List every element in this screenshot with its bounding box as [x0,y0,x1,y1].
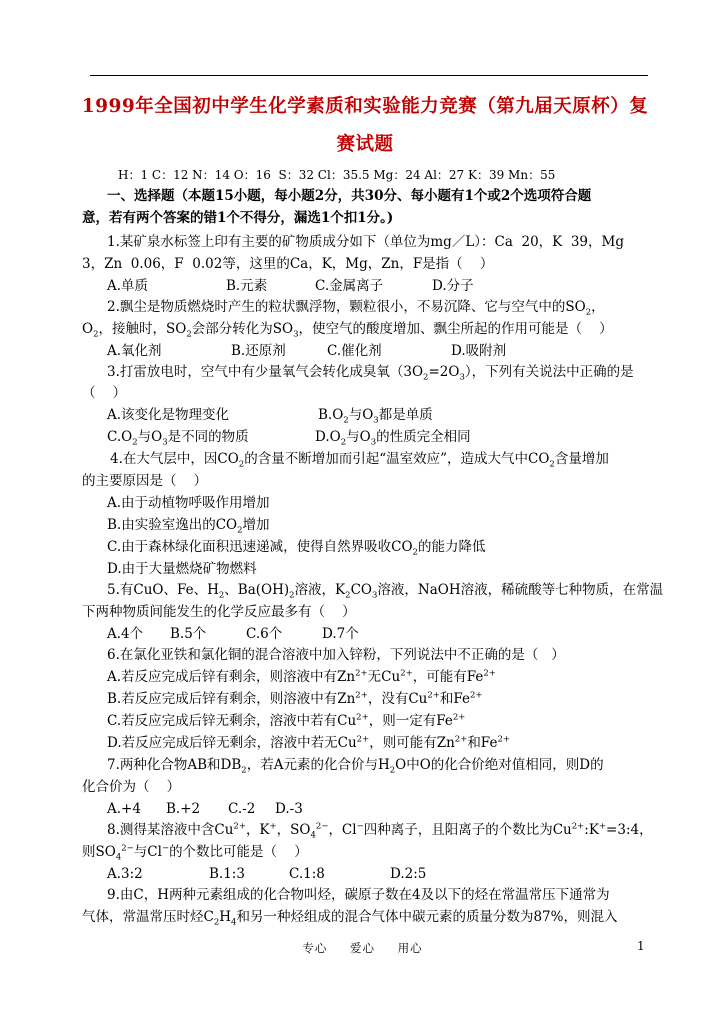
q6-option-c: C.若反应完成后锌无剩余，溶液中若有$Cu^{2+}$，则一定有$Fe^{2+}$ [107,712,466,729]
footer-motto-1: 专心 [302,941,328,955]
q8-option-a: A.3:2 [107,866,143,882]
q8-option-b: B.1:3 [209,866,245,882]
q7-option-b: B.+2 [166,801,201,817]
q5-stem-line2: 下两种物质间能发生的化学反应最多有（ ） [82,604,356,620]
q4-option-a: A.由于动植物呼吸作用增加 [107,495,270,511]
q8-option-d: D.2:5 [390,866,427,882]
q7-option-a: A.+4 [107,801,141,817]
q1-stem-line1: 1.某矿泉水标签上印有主要的矿物质成分如下（单位为mg／L）：Ca 20，K 39，Mg [107,234,624,250]
q4-stem-line1: 4.在大气层中，因$CO_2$的含量不断增加而引起“温室效应”，造成大气中$CO_2$含量增加 [110,451,609,470]
q4-stem-line2: 的主要原因是（ ） [82,473,208,489]
page-title-line2: 赛试题 [336,134,394,155]
q3-option-b: $B.O_2$与$O_3$都是单质 [318,407,433,426]
section-heading-line1: 一、选择题（本题15小题，每小题2分，共30分、每小题有1个或2个选项符合题 [107,188,592,204]
q8-stem-line2: 则$SO_4^{2-}$与Cl−的个数比可能是（ ） [82,843,308,863]
q7-stem-line1: 7.两种化合物AB和$DB_2$，若A元素的化合价与$H_2O$中O的化合价绝对值相同，则D的 [107,757,604,776]
header-rule [90,75,648,76]
q6-option-d: D.若反应完成后锌无剩余，溶液中若无$Cu^{2+}$，则可能有$Zn^{2+}$和$Fe^{2+}$ [107,734,510,751]
section-heading-line2: 意，若有两个答案的错1个不得分，漏选1个扣1分。) [82,210,394,226]
q9-stem-line2: 气体，常温常压时烃$C_2H_4$和另一种烃组成的混合气体中碳元素的质量分数为87%，则混入 [82,909,618,928]
q4-option-d: D.由于大量燃烧矿物燃料 [107,561,257,577]
q5-option-a: A.4个 [107,626,144,642]
q2-option-d: D.吸附剂 [451,343,507,359]
page-number: 1 [637,939,645,953]
q6-stem: 6.在氯化亚铁和氯化铜的混合溶液中加入锌粉，下列说法中不正确的是（ ） [107,647,565,663]
q3-stem-line1: 3.打雷放电时，空气中有少量氧气会转化成臭氧$(3O_2=2O_3)$，下列有关说法中正确的是 [107,364,634,383]
q2-option-b: B.还原剂 [231,343,286,359]
q8-option-c: C.1:8 [289,866,325,882]
q1-option-b: B.元素 [226,278,268,294]
q5-option-d: D.7个 [322,626,359,642]
q7-option-c: C.-2 [228,801,256,817]
q5-option-b: B.5个 [170,626,207,642]
page-title-line1: 1999年全国初中学生化学素质和实验能力竞赛（第九届天原杯）复 [81,96,649,117]
q1-option-c: C.金属离子 [315,278,384,294]
q3-option-d: $D.O_2$与$O_3$的性质完全相同 [315,429,471,448]
q2-option-a: A.氧化剂 [107,343,162,359]
q3-option-c: $C.O_2$与$O_3$是不同的物质 [107,429,249,448]
q1-option-a: A.单质 [107,278,149,294]
q1-stem-line2: 3，Zn 0.06，F 0.02等，这里的Ca，K，Mg，Zn，F是指（ ） [82,256,494,272]
q2-stem-line1: 2.飘尘是物质燃烧时产生的粒状飘浮物，颗粒很小，不易沉降、它与空气中的$SO_2$， [107,299,605,318]
q5-stem-line1: 5.有CuO、Fe、$H_2$、$Ba(OH)_2$溶液，$K_2CO_3$溶液，NaOH溶液，稀硫酸等七种物质，在常温 [107,582,664,601]
q6-option-b: B.若反应完成后锌有剩余，则溶液中有$Zn^{2+}$，没有$Cu^{2+}$和$Fe^{2+}$ [107,690,483,707]
page-footer [0,940,725,956]
q3-option-a: A.该变化是物理变化 [107,407,230,423]
q4-option-b: B.由实验室逸出的$CO_2$增加 [107,517,270,536]
q7-option-d: D.-3 [275,801,303,817]
q4-option-c: C.由于森林绿化面积迅速递减，使得自然界吸收$CO_2$的能力降低 [107,539,486,558]
atomic-masses: H：1 C：12 N：14 O：16 S：32 Cl：35.5 Mg：24 Al：27 K：39 Mn：55 [118,168,556,182]
footer-motto-3: 用心 [397,941,423,955]
footer-motto-2: 爱心 [350,941,375,955]
q7-stem-line2: 化合价为（ ） [82,779,181,795]
q6-option-a: A.若反应完成后锌有剩余，则溶液中有$Zn^{2+}$无$Cu^{2+}$，可能有$Fe^{2+}$ [107,668,496,685]
q2-stem-line2: $O_2$，接触时，$SO_2$会部分转化为$SO_3$，使空气的酸度增加、飘尘所起的作用可能是（ ） [82,321,613,340]
q5-option-c: C.6个 [246,626,283,642]
q8-stem-line1: 8.测得某溶液中含$Cu^{2+}$，K+，$SO_4^{2-}$，Cl−四种离子，且阳离子的个数比为$Cu^{2+}:K^+=3:4$， [107,821,653,841]
q1-option-d: D.分子 [432,278,474,294]
q2-option-c: C.催化剂 [327,343,382,359]
q9-stem-line1: 9.由C，H两种元素组成的化合物叫烃，碳原子数在4及以下的烃在常温常压下通常为 [107,887,610,903]
q3-stem-line2: （ ） [82,385,127,401]
